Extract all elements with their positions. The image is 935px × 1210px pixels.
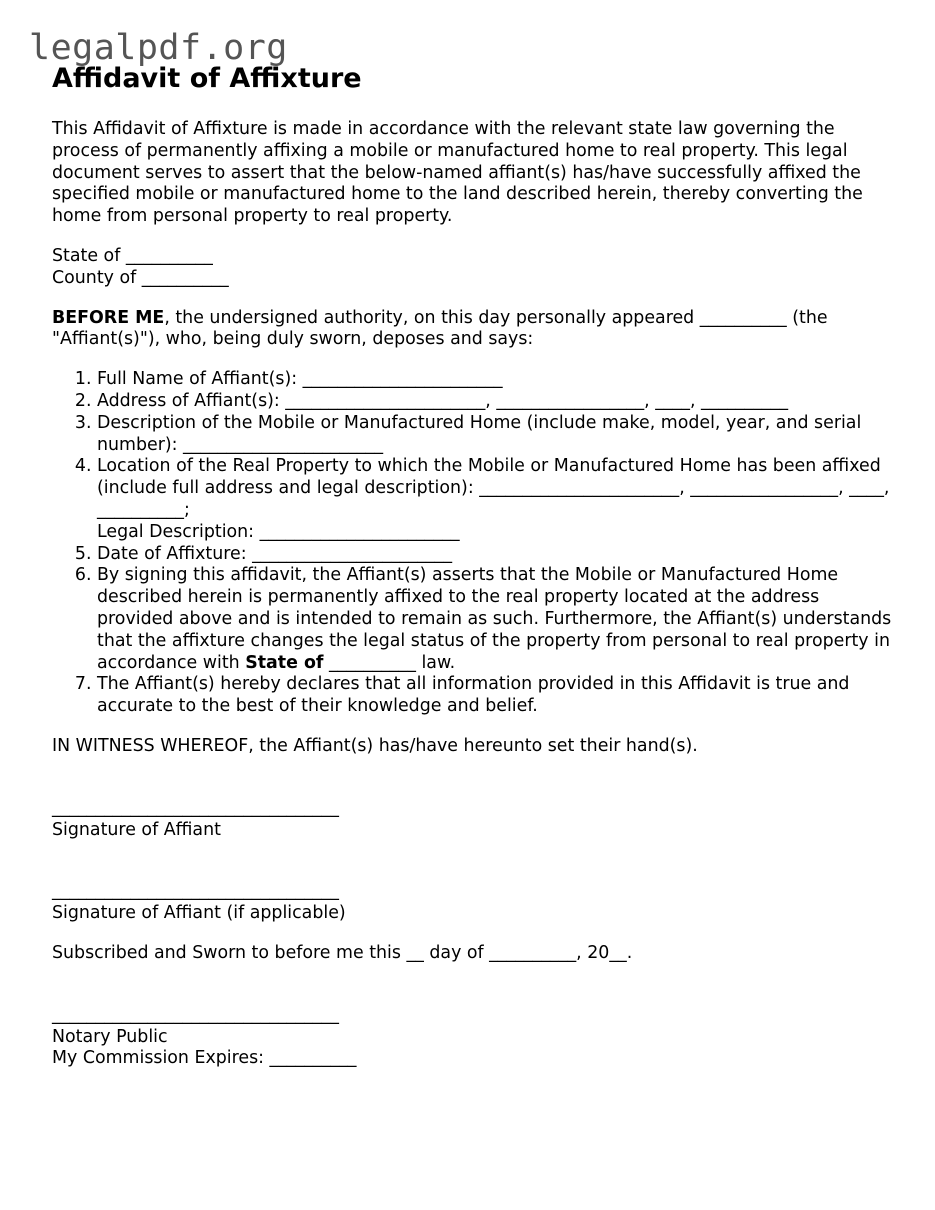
item-assertion-bold: State of: [245, 652, 324, 673]
site-watermark: legalpdf.org: [29, 28, 288, 68]
list-item: [97, 369, 897, 391]
signature-label: Signature of Affiant: [52, 819, 221, 840]
signature-label: Signature of Affiant (if applicable): [52, 903, 346, 924]
document-title: Affidavit of Affixture: [52, 63, 362, 94]
list-item: [97, 391, 897, 413]
intro-paragraph: This Affidavit of Affixture is made in accordance with the relevant state law governing the process of permanently affixing a mobile or manufactured home to real property. This legal document serves to assert that the below-named affiant(s) has/have successfully affixed the specified mobile or manufactured home to the land described herein, thereby converting the home from personal property to real property.: [52, 119, 863, 227]
list-item: [97, 413, 897, 457]
list-item: [97, 544, 897, 566]
signature-line: _________________________________: [52, 1004, 339, 1025]
item-date-affixture: Date of Affixture: _______________________: [97, 543, 453, 564]
commission-expires: My Commission Expires: __________: [52, 1048, 357, 1069]
affidavit-document: [52, 62, 897, 1088]
subscribed-statement: Subscribed and Sworn to before me this __ day of __________, 20__.: [52, 942, 633, 963]
signature-line: _________________________________: [52, 797, 339, 818]
signature-block-affiant: [52, 798, 897, 842]
item-declaration: The Affiant(s) hereby declares that all information provided in this Affidavit is true and accurate to the best of their knowledge and belief.: [97, 674, 850, 717]
item-full-name: Full Name of Affiant(s): _______________________: [97, 369, 503, 390]
county-line: County of __________: [52, 267, 229, 288]
witness-statement: IN WITNESS WHEREOF, the Affiant(s) has/have hereunto set their hand(s).: [52, 735, 698, 756]
item-address: Address of Affiant(s): _______________________, _________________, ____, __________: [97, 390, 789, 411]
before-me-paragraph: [52, 308, 897, 352]
before-me-text: , the undersigned authority, on this day personally appeared __________ (the "Affiant(s)"), who, being duly sworn, deposes and says:: [52, 307, 828, 350]
venue-block: [52, 246, 897, 290]
item-assertion-text: By signing this affidavit, the Affiant(s) asserts that the Mobile or Manufactured Home described herein is permanently affixed to the real property located at the address provided above and is intended to remain as such. Furthermore, the Affiant(s) understands that the affixture changes the legal status of the property from personal to real property in accordance with: [97, 565, 892, 673]
before-me-label: BEFORE ME: [52, 307, 165, 328]
list-item: [97, 674, 897, 718]
notary-block: [52, 1005, 897, 1070]
signature-block-affiant-2: [52, 881, 897, 925]
item-legal-description: Legal Description: _______________________: [97, 521, 460, 542]
list-item: [97, 565, 897, 674]
list-item: [97, 456, 897, 543]
item-property-location: 4. Location of the Real Property to which the Mobile or Manufactured Home has been affixed (include full address and legal description): _______________________, _________________, ____, __________;: [97, 456, 890, 520]
notary-label: Notary Public: [52, 1026, 168, 1047]
signature-line: _________________________________: [52, 881, 339, 902]
item-assertion-tail: __________ law.: [323, 652, 456, 673]
state-line: State of __________: [52, 245, 213, 266]
affidavit-items: [52, 369, 897, 718]
item-home-description: Description of the Mobile or Manufactured Home (include make, model, year, and serial number): _______________________: [97, 412, 862, 455]
